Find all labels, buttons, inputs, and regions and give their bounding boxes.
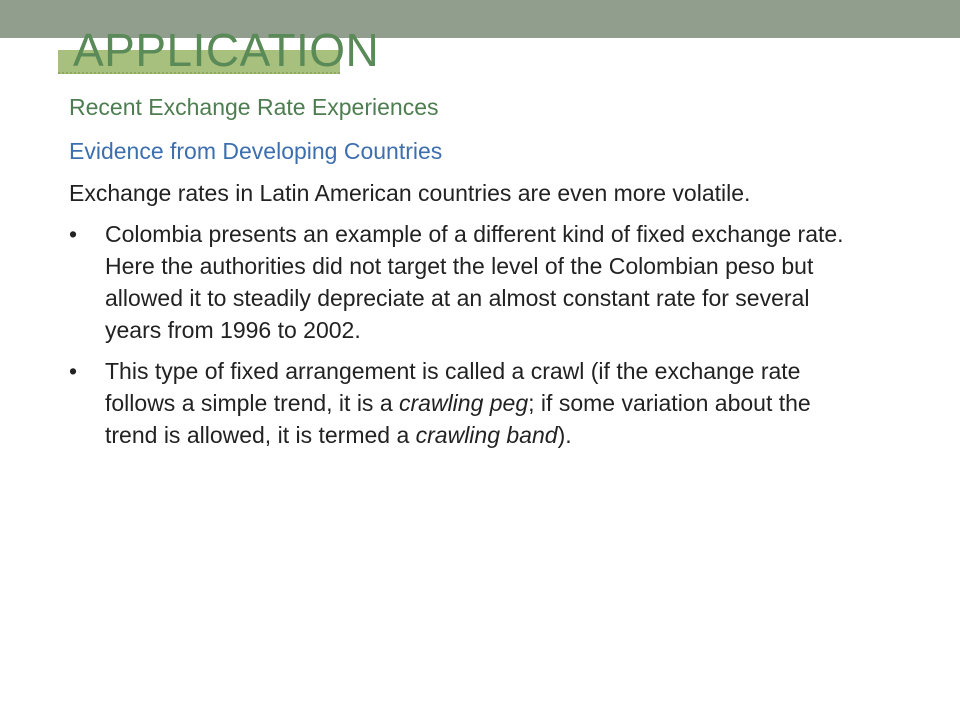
bullet-dot-icon: • — [69, 358, 78, 384]
term-crawling-band: crawling band — [415, 422, 558, 448]
section-heading: Recent Exchange Rate Experiences — [69, 94, 439, 120]
bullet-text-part: This type of fixed arrangement is called a crawl (if the exchange rate follows a simple trend, it is a — [105, 358, 801, 416]
slide-title: APPLICATION — [73, 24, 380, 76]
bullet-text: Colombia presents an example of a different kind of fixed exchange rate. Here the authorities did not target the level of the Colombian peso but allowed it to steadily depreciate at an almost constant rate for several years from 1996 to 2002. — [105, 221, 844, 343]
term-crawling-peg: crawling peg — [399, 390, 529, 416]
intro-paragraph: Exchange rates in Latin American countries are even more volatile. — [69, 180, 751, 206]
bullet-text-part: ). — [557, 422, 572, 448]
bullet-dot-icon: • — [69, 221, 78, 247]
bullet-item-colombia — [69, 218, 869, 346]
slide-content — [69, 90, 869, 460]
bullet-list — [69, 218, 869, 451]
bullet-item-crawl — [69, 355, 869, 451]
subsection-heading: Evidence from Developing Countries — [69, 138, 443, 164]
bullet-text-part: ; if some variation about the trend is allowed, it is termed a — [105, 390, 811, 448]
bullet-text — [105, 358, 811, 448]
